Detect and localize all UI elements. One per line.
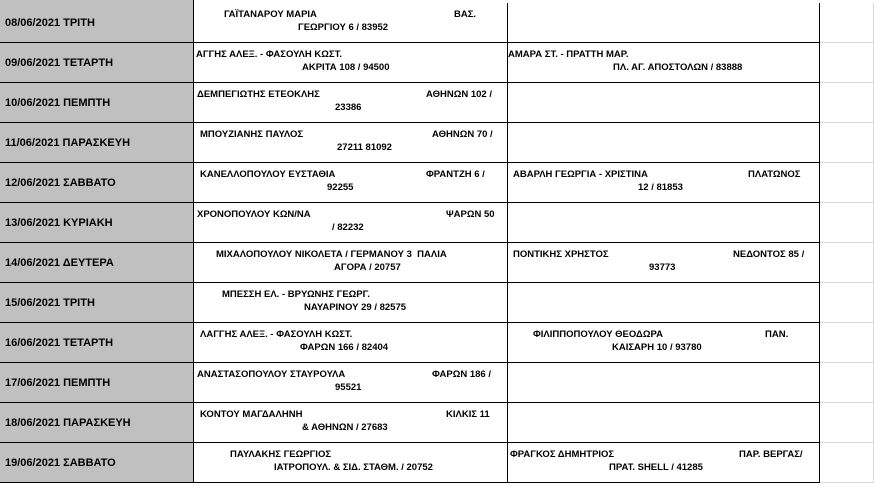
date-cell[interactable]: 10/06/2021 ΠΕΜΠΤΗ bbox=[0, 83, 194, 123]
date-cell[interactable]: 11/06/2021 ΠΑΡΑΣΚΕΥΗ bbox=[0, 123, 194, 163]
address-start: ΠΛΑΤΩΝΟΣ bbox=[748, 169, 801, 180]
pharmacy-name: ΦΡΑΓΚΟΣ ΔΗΜΗΤΡΙΟΣ bbox=[510, 449, 615, 460]
address-phone: ΓΕΩΡΓΙΟΥ 6 / 83952 bbox=[298, 22, 389, 33]
address-phone: ΑΚΡΙΤΑ 108 / 94500 bbox=[302, 62, 390, 73]
date-cell[interactable]: 14/06/2021 ΔΕΥΤΕΡΑ bbox=[0, 243, 194, 283]
empty-cell[interactable] bbox=[820, 403, 874, 443]
pharmacy-cell-primary[interactable] bbox=[194, 43, 508, 83]
pharmacy-name: ΓΑΪΤΑΝΑΡΟΥ ΜΑΡΙΑ bbox=[224, 9, 317, 20]
address-phone: 12 / 81853 bbox=[638, 182, 683, 193]
address-phone: ΠΛ. ΑΓ. ΑΠΟΣΤΟΛΩΝ / 83888 bbox=[613, 62, 743, 73]
address-start: ΒΑΣ. bbox=[454, 9, 477, 20]
table-row bbox=[0, 203, 874, 243]
address-start: ΦΑΡΩΝ 186 / bbox=[432, 369, 491, 380]
pharmacy-cell-secondary[interactable] bbox=[508, 163, 820, 203]
address-start: ΑΘΗΝΩΝ 102 / bbox=[426, 89, 492, 100]
address-phone: ΠΡΑΤ. SHELL / 41285 bbox=[609, 462, 703, 473]
empty-cell[interactable] bbox=[820, 203, 874, 243]
empty-cell[interactable] bbox=[820, 83, 874, 123]
pharmacy-cell-secondary[interactable] bbox=[508, 43, 820, 83]
pharmacy-name: ΜΠΟΥΖΙΑΝΗΣ ΠΑΥΛΟΣ bbox=[200, 129, 304, 140]
empty-cell[interactable] bbox=[820, 443, 874, 483]
pharmacy-cell-primary[interactable] bbox=[194, 163, 508, 203]
date-cell[interactable]: 13/06/2021 ΚΥΡΙΑΚΗ bbox=[0, 203, 194, 243]
address-start: ΠΑΡ. ΒΕΡΓΑΣ/ bbox=[739, 449, 803, 460]
pharmacy-cell-primary[interactable] bbox=[194, 283, 508, 323]
pharmacy-name: ΑΝΑΣΤΑΣΟΠΟΥΛΟΥ ΣΤΑΥΡΟΥΛΑ bbox=[197, 369, 346, 380]
address-phone: / 82232 bbox=[332, 222, 364, 233]
address-phone: ΑΓΟΡΑ / 20757 bbox=[334, 262, 401, 273]
date-cell[interactable]: 12/06/2021 ΣΑΒΒΑΤΟ bbox=[0, 163, 194, 203]
pharmacy-name: ΜΠΕΣΣΗ ΕΛ. - ΒΡΥΩΝΗΣ ΓΕΩΡΓ. bbox=[222, 289, 370, 300]
pharmacy-name: ΚΑΝΕΛΛΟΠΟΥΛΟΥ ΕΥΣΤΑΘΙΑ bbox=[200, 169, 336, 180]
pharmacy-cell-secondary[interactable] bbox=[508, 83, 820, 123]
pharmacy-cell-secondary[interactable] bbox=[508, 283, 820, 323]
address-phone: ΚΑΙΣΑΡΗ 10 / 93780 bbox=[612, 342, 702, 353]
address-start: ΨΑΡΩΝ 50 bbox=[446, 209, 495, 220]
empty-cell[interactable] bbox=[820, 243, 874, 283]
table-row bbox=[0, 323, 874, 363]
empty-cell[interactable] bbox=[820, 3, 874, 43]
table-row bbox=[0, 43, 874, 83]
date-cell[interactable]: 18/06/2021 ΠΑΡΑΣΚΕΥΗ bbox=[0, 403, 194, 443]
pharmacy-cell-primary[interactable] bbox=[194, 243, 508, 283]
date-cell[interactable]: 19/06/2021 ΣΑΒΒΑΤΟ bbox=[0, 443, 194, 483]
pharmacy-name: ΧΡΟΝΟΠΟΥΛΟΥ ΚΩΝ/ΝΑ bbox=[197, 209, 311, 220]
pharmacy-name: ΔΕΜΠΕΓΙΩΤΗΣ ΕΤΕΟΚΛΗΣ bbox=[197, 89, 320, 100]
previous-row-edge bbox=[0, 0, 874, 3]
pharmacy-cell-primary[interactable] bbox=[194, 403, 508, 443]
table-row bbox=[0, 363, 874, 403]
table-row bbox=[0, 163, 874, 203]
pharmacy-name: ΑΜΑΡΑ ΣΤ. - ΠΡΑΤΤΗ ΜΑΡ. bbox=[508, 49, 629, 60]
pharmacy-name: ΦΙΛΙΠΠΟΠΟΥΛΟΥ ΘΕΟΔΩΡΑ bbox=[533, 329, 663, 340]
pharmacy-name: ΚΟΝΤΟΥ ΜΑΓΔΑΛΗΝΗ bbox=[200, 409, 303, 420]
address-phone: ΙΑΤΡΟΠΟΥΛ. & ΣΙΔ. ΣΤΑΘΜ. / 20752 bbox=[274, 462, 433, 473]
address-phone: 23386 bbox=[335, 102, 362, 113]
pharmacy-name: ΛΑΓΓΗΣ ΑΛΕΞ. - ΦΑΣΟΥΛΗ ΚΩΣΤ. bbox=[200, 329, 353, 340]
pharmacy-cell-primary[interactable] bbox=[194, 443, 508, 483]
table-row bbox=[0, 403, 874, 443]
empty-cell[interactable] bbox=[820, 363, 874, 403]
address-start: ΑΘΗΝΩΝ 70 / bbox=[432, 129, 493, 140]
address-phone: 27211 81092 bbox=[337, 142, 392, 153]
table-row bbox=[0, 243, 874, 283]
address-start: ΠΑΝ. bbox=[765, 329, 789, 340]
pharmacy-cell-primary[interactable] bbox=[194, 363, 508, 403]
pharmacy-name: ΑΒΑΡΛΗ ΓΕΩΡΓΙΑ - ΧΡΙΣΤΙΝΑ bbox=[513, 169, 648, 180]
pharmacy-cell-primary[interactable] bbox=[194, 323, 508, 363]
table-row bbox=[0, 443, 874, 483]
empty-cell[interactable] bbox=[820, 163, 874, 203]
date-cell[interactable]: 08/06/2021 ΤΡΙΤΗ bbox=[0, 3, 194, 43]
pharmacy-cell-primary[interactable] bbox=[194, 3, 508, 43]
pharmacy-name: ΜΙΧΑΛΟΠΟΥΛΟΥ ΝΙΚΟΛΕΤΑ / ΓΕΡΜΑΝΟΥ 3 ΠΑΛΙΑ bbox=[216, 249, 447, 260]
empty-cell[interactable] bbox=[820, 323, 874, 363]
table-row bbox=[0, 3, 874, 43]
pharmacy-cell-secondary[interactable] bbox=[508, 203, 820, 243]
pharmacy-cell-primary[interactable] bbox=[194, 83, 508, 123]
pharmacy-cell-secondary[interactable] bbox=[508, 243, 820, 283]
address-phone: & ΑΘΗΝΩΝ / 27683 bbox=[302, 422, 388, 433]
pharmacy-cell-secondary[interactable] bbox=[508, 323, 820, 363]
pharmacy-cell-primary[interactable] bbox=[194, 203, 508, 243]
table-row bbox=[0, 283, 874, 323]
empty-cell[interactable] bbox=[820, 283, 874, 323]
table-row bbox=[0, 83, 874, 123]
pharmacy-cell-primary[interactable] bbox=[194, 123, 508, 163]
pharmacy-cell-secondary[interactable] bbox=[508, 123, 820, 163]
pharmacy-cell-secondary[interactable] bbox=[508, 3, 820, 43]
address-phone: ΝΑΥΑΡΙΝΟΥ 29 / 82575 bbox=[304, 302, 407, 313]
pharmacy-cell-secondary[interactable] bbox=[508, 443, 820, 483]
address-phone: 93773 bbox=[649, 262, 676, 273]
date-cell[interactable]: 09/06/2021 ΤΕΤΑΡΤΗ bbox=[0, 43, 194, 83]
table-row bbox=[0, 123, 874, 163]
address-phone: 92255 bbox=[327, 182, 354, 193]
date-cell[interactable]: 15/06/2021 ΤΡΙΤΗ bbox=[0, 283, 194, 323]
date-cell[interactable]: 17/06/2021 ΠΕΜΠΤΗ bbox=[0, 363, 194, 403]
empty-cell[interactable] bbox=[820, 123, 874, 163]
address-start: ΚΙΛΚΙΣ 11 bbox=[446, 409, 490, 420]
pharmacy-cell-secondary[interactable] bbox=[508, 403, 820, 443]
pharmacy-name: ΠΟΝΤΙΚΗΣ ΧΡΗΣΤΟΣ bbox=[513, 249, 609, 260]
pharmacy-name: ΠΑΥΛΑΚΗΣ ΓΕΩΡΓΙΟΣ bbox=[230, 449, 332, 460]
pharmacy-name: ΑΓΓΗΣ ΑΛΕΞ. - ΦΑΣΟΥΛΗ ΚΩΣΤ. bbox=[196, 49, 342, 60]
address-phone: 95521 bbox=[335, 382, 362, 393]
date-cell[interactable]: 16/06/2021 ΤΕΤΑΡΤΗ bbox=[0, 323, 194, 363]
address-start: ΝΕΔΟΝΤΟΣ 85 / bbox=[733, 249, 805, 260]
address-phone: ΦΑΡΩΝ 166 / 82404 bbox=[300, 342, 389, 353]
empty-cell[interactable] bbox=[820, 43, 874, 83]
address-start: ΦΡΑΝΤΖΗ 6 / bbox=[426, 169, 485, 180]
pharmacy-cell-secondary[interactable] bbox=[508, 363, 820, 403]
